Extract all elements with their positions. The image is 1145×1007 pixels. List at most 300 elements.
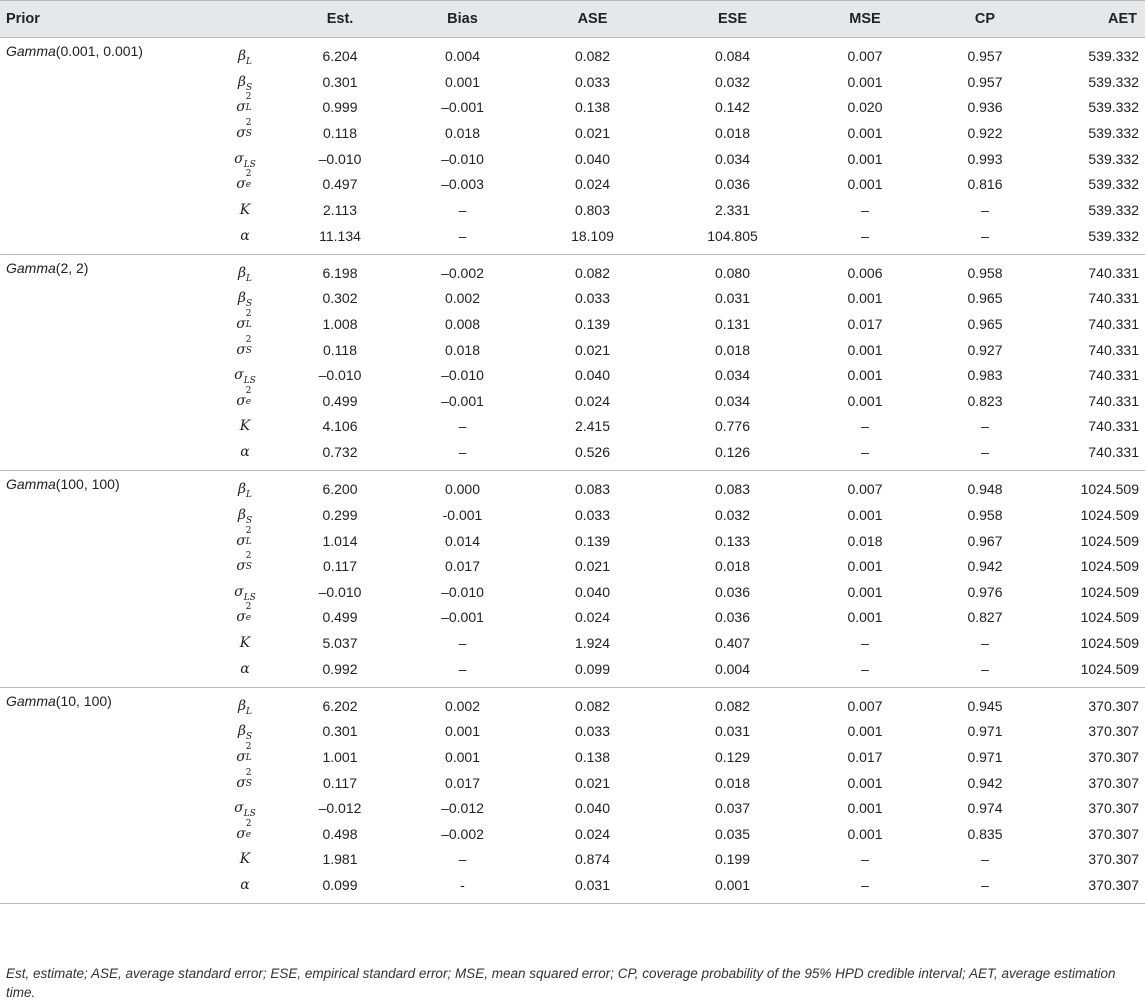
prior-cell [0,69,210,95]
cell-ese: 0.776 [714,418,751,435]
cell-mse: 0.001 [847,800,883,817]
cell-cp: 0.993 [967,150,1003,167]
cell-est: 0.497 [322,176,358,193]
table-row [0,528,1145,554]
cell-aet: 740.331 [1088,264,1139,281]
cell-cp: 0.971 [967,723,1003,740]
prior-cell [0,146,210,172]
cell-ase: 0.024 [574,825,611,842]
cell-ase: 0.040 [574,800,611,817]
cell-bias: –0.003 [441,176,484,193]
cell-mse: 0.020 [847,99,883,116]
cell-est: 0.299 [322,506,358,523]
cell-aet: 370.307 [1088,723,1139,740]
cell-mse: – [861,851,869,868]
cell-aet: 740.331 [1088,315,1139,332]
cell-ese: 0.133 [714,532,751,549]
cell-ese: 0.407 [714,634,751,651]
cell-bias: – [458,418,467,435]
table-row [0,847,1145,873]
cell-aet: 539.332 [1088,99,1139,116]
cell-mse: 0.001 [847,506,883,523]
cell-ase: 1.924 [574,634,611,651]
cell-ase: 0.082 [574,697,611,714]
cell-aet: 1024.509 [1080,481,1139,498]
cell-cp: 0.957 [967,48,1003,64]
param-symbol-beta-s: $\beta_S$ [237,73,253,93]
param-symbol-sigma-ls: $\sigma_{LS}$ [234,583,256,603]
cell-aet: 539.332 [1088,176,1139,193]
header-bias: Bias [400,1,525,38]
cell-ase: 0.139 [574,532,611,549]
table-row [0,171,1145,197]
param-symbol-sigma2-l: σ 2 L [236,92,252,116]
header-aet: AET [1045,1,1145,38]
cell-ase: 0.021 [574,774,611,791]
cell-aet: 370.307 [1088,800,1139,817]
table-row [0,362,1145,388]
param-symbol-k: K [239,634,251,651]
prior-cell [0,656,210,688]
param-symbol-beta-l: $\beta_L$ [237,697,253,717]
prior-args: (10, 100) [55,692,112,709]
param-symbol-alpha: α [210,439,280,471]
cell-cp: 0.922 [967,124,1003,141]
cell-bias: – [400,223,525,255]
cell-aet: 1024.509 [1080,583,1139,600]
cell-mse: 0.001 [847,583,883,600]
cell-aet: 1024.509 [1080,558,1139,575]
cell-ese: 0.031 [714,723,751,740]
cell-est: 2.113 [323,201,357,218]
cell-ase: 0.021 [574,558,611,575]
cell-bias: –0.001 [441,99,484,116]
cell-est: –0.010 [318,150,362,167]
table-row [0,414,1145,440]
param-symbol-sigma2-l: σ 2 L [236,308,252,332]
cell-aet: 740.331 [1045,439,1145,471]
cell-aet: 539.332 [1088,201,1139,218]
prior-cell [0,553,210,579]
cell-bias: –0.010 [441,367,484,384]
prior-cell [0,579,210,605]
cell-bias: –0.010 [441,150,484,167]
cell-est: 1.014 [322,532,358,549]
cell-est: 11.134 [280,223,400,255]
cell-ase: 0.040 [574,150,611,167]
cell-ase: 0.082 [574,264,611,281]
cell-est: 0.499 [322,392,358,409]
cell-ese: 0.036 [714,609,751,626]
param-symbol-sigma2-e: σ 2 e [236,385,252,409]
cell-ese: 0.199 [714,851,751,868]
prior-cell [0,337,210,363]
param-symbol-sigma2-s: σ 2 S [236,117,252,141]
cell-bias: 0.018 [444,341,481,358]
table-row [0,197,1145,223]
cell-mse: 0.001 [847,392,883,409]
cell-mse: 0.001 [847,825,883,842]
param-symbol-sigma-ls: $\sigma_{LS}$ [234,800,256,820]
cell-ese: 0.037 [714,800,751,817]
cell-bias: 0.001 [444,723,481,740]
cell-mse: 0.017 [847,749,883,766]
cell-mse: – [805,656,925,688]
param-symbol-beta-l: $\beta_L$ [237,481,253,500]
cell-mse: 0.001 [847,774,883,791]
cell-ese: 0.018 [714,124,751,141]
cell-ese: 0.036 [714,583,751,600]
cell-cp: 0.823 [967,392,1003,409]
cell-est: 6.202 [322,697,358,714]
cell-est: 6.198 [322,264,358,281]
cell-ese: 0.031 [714,290,751,307]
table-row [0,872,1145,904]
prior-cell [0,38,210,70]
cell-ese: 0.082 [714,697,751,714]
table-body [0,38,1145,904]
cell-est: –0.010 [318,367,362,384]
prior-cell [0,414,210,440]
cell-cp: 0.965 [967,315,1003,332]
cell-mse: 0.001 [847,367,883,384]
prior-cell [0,528,210,554]
header-ese: ESE [660,1,805,38]
param-symbol-alpha: α [210,656,280,688]
cell-ese: 0.034 [714,367,751,384]
prior-cell [0,286,210,312]
cell-bias: 0.001 [444,73,481,90]
cell-bias: – [458,634,467,651]
param-symbol-sigma2-s: σ 2 S [236,334,252,358]
cell-ase: 18.109 [525,223,660,255]
table-row [0,719,1145,745]
cell-est: 0.302 [322,290,358,307]
cell-ase: 0.139 [574,315,611,332]
param-symbol-sigma2-s: σ 2 S [236,551,252,575]
cell-ase: 0.099 [525,656,660,688]
cell-cp: 0.942 [967,774,1003,791]
header-est: Est. [280,1,400,38]
cell-est: 0.118 [323,124,357,141]
cell-ese: 0.142 [714,99,751,116]
param-symbol-beta-s: $\beta_S$ [237,506,253,526]
table-row [0,146,1145,172]
cell-ese: 2.331 [714,201,751,218]
prior-name: Gamma [6,259,56,276]
cell-mse: 0.001 [847,150,883,167]
cell-bias: 0.017 [444,558,481,575]
prior-cell [0,120,210,146]
cell-est: 0.117 [323,774,357,791]
cell-mse: 0.001 [847,723,883,740]
cell-aet: 740.331 [1088,418,1139,435]
table-row [0,286,1145,312]
cell-cp: 0.936 [967,99,1003,116]
cell-cp: 0.816 [967,176,1003,193]
table-row [0,630,1145,656]
prior-cell [0,502,210,528]
param-symbol-sigma2-e: σ 2 e [236,602,252,626]
cell-cp: – [981,418,989,435]
cell-mse: 0.001 [847,124,883,141]
table-row [0,439,1145,471]
prior-cell [0,171,210,197]
cell-ase: 0.138 [574,99,611,116]
cell-ese: 0.129 [714,749,751,766]
cell-cp: 0.927 [967,341,1003,358]
table-row [0,223,1145,255]
cell-cp: 0.983 [967,367,1003,384]
cell-cp: – [925,872,1045,904]
cell-est: 6.204 [322,48,358,64]
table-row [0,770,1145,796]
cell-ese: 0.080 [714,264,751,281]
table-row [0,579,1145,605]
cell-ese: 0.034 [714,150,751,167]
cell-mse: 0.001 [847,609,883,626]
cell-est: 0.499 [322,609,358,626]
prior-cell [0,605,210,631]
cell-bias: –0.002 [441,825,484,842]
cell-est: 4.106 [322,418,358,435]
param-symbol-beta-l: $\beta_L$ [237,48,253,67]
param-symbol-alpha: α [210,872,280,904]
table-row [0,605,1145,631]
cell-mse: 0.018 [847,532,883,549]
cell-ase: 0.033 [574,73,611,90]
cell-cp: – [925,656,1045,688]
cell-cp: 0.971 [967,749,1003,766]
header-param [210,1,280,38]
cell-bias: –0.002 [441,264,484,281]
cell-bias: –0.010 [441,583,484,600]
cell-ese: 0.001 [660,872,805,904]
cell-est: 0.099 [280,872,400,904]
cell-cp: 0.965 [967,290,1003,307]
table-row [0,795,1145,821]
cell-est: 0.732 [280,439,400,471]
prior-cell [0,95,210,121]
cell-aet: 370.307 [1088,825,1139,842]
cell-ese: 0.126 [660,439,805,471]
param-symbol-beta-s: $\beta_S$ [237,290,253,310]
header-cp: CP [925,1,1045,38]
prior-cell [0,847,210,873]
cell-ase: 0.138 [574,749,611,766]
cell-mse: – [861,201,869,218]
cell-ase: 0.033 [574,723,611,740]
cell-bias: – [400,656,525,688]
param-symbol-sigma-ls: $\sigma_{LS}$ [234,367,256,386]
cell-mse: 0.006 [847,264,883,281]
cell-mse: 0.001 [847,341,883,358]
table-row [0,471,1145,503]
cell-aet: 370.307 [1088,749,1139,766]
cell-cp: – [925,439,1045,471]
table-row [0,95,1145,121]
param-symbol-sigma2-e: σ 2 e [236,818,252,842]
cell-bias: 0.001 [444,749,481,766]
cell-aet: 1024.509 [1045,656,1145,688]
cell-aet: 740.331 [1088,290,1139,307]
header-ase: ASE [525,1,660,38]
cell-aet: 370.307 [1045,872,1145,904]
cell-mse: 0.007 [847,48,883,64]
cell-bias: 0.004 [444,48,481,64]
cell-cp: 0.835 [967,825,1003,842]
header-mse: MSE [805,1,925,38]
param-symbol-beta-l: $\beta_L$ [237,264,253,284]
prior-args: (100, 100) [55,476,120,493]
cell-est: 0.301 [322,723,358,740]
prior-cell [0,744,210,770]
cell-aet: 539.332 [1045,223,1145,255]
cell-cp: – [981,634,989,651]
param-symbol-sigma2-s: σ 2 S [236,767,252,791]
cell-cp: 0.974 [967,800,1003,817]
prior-cell [0,630,210,656]
param-symbol-sigma2-l: σ 2 L [236,525,252,549]
cell-bias: 0.008 [444,315,481,332]
cell-ase: 0.024 [574,392,611,409]
cell-ase: 0.526 [525,439,660,471]
cell-ese: 0.036 [714,176,751,193]
cell-bias: - [400,872,525,904]
cell-ese: 0.018 [714,774,751,791]
cell-ase: 0.024 [574,609,611,626]
cell-est: 0.301 [322,73,358,90]
cell-cp: – [925,223,1045,255]
prior-cell [0,254,210,286]
cell-aet: 1024.509 [1080,609,1139,626]
cell-est: 0.992 [280,656,400,688]
cell-ase: 0.083 [574,481,611,498]
cell-ese: 0.035 [714,825,751,842]
cell-aet: 1024.509 [1080,634,1139,651]
cell-cp: 0.942 [967,558,1003,575]
cell-mse: 0.001 [847,73,883,90]
table-row [0,502,1145,528]
cell-mse: – [805,439,925,471]
cell-ese: 0.032 [714,73,751,90]
header-prior: Prior [0,1,210,38]
cell-aet: 1024.509 [1080,532,1139,549]
prior-cell [0,362,210,388]
cell-aet: 370.307 [1088,774,1139,791]
cell-aet: 539.332 [1088,73,1139,90]
cell-ese: 0.004 [660,656,805,688]
cell-ase: 0.024 [574,176,611,193]
cell-ase: 0.803 [574,201,611,218]
cell-mse: 0.001 [847,290,883,307]
cell-ase: 0.021 [574,124,611,141]
cell-bias: –0.001 [441,609,484,626]
cell-ese: 0.032 [714,506,751,523]
header-row [0,1,1145,38]
cell-bias: 0.014 [444,532,481,549]
cell-ese: 104.805 [660,223,805,255]
cell-ese: 0.018 [714,558,751,575]
param-symbol-sigma2-l: σ 2 L [236,742,252,766]
cell-ese: 0.084 [714,48,751,64]
prior-name: Gamma [6,476,56,493]
cell-mse: 0.001 [847,558,883,575]
cell-bias: –0.012 [441,800,484,817]
param-symbol-k: K [239,418,251,435]
prior-cell [0,770,210,796]
cell-bias: 0.002 [444,290,481,307]
param-symbol-beta-s: $\beta_S$ [237,723,253,743]
cell-cp: 0.976 [967,583,1003,600]
cell-est: 0.117 [323,558,357,575]
cell-ase: 0.082 [574,48,611,64]
table-row [0,254,1145,286]
cell-est: 1.981 [322,851,358,868]
prior-args: (0.001, 0.001) [55,43,143,59]
cell-est: –0.012 [318,800,362,817]
cell-cp: – [981,201,989,218]
param-symbol-sigma-ls: $\sigma_{LS}$ [234,150,256,170]
param-symbol-alpha: α [210,223,280,255]
table-row [0,744,1145,770]
cell-cp: 0.958 [967,264,1003,281]
table-row [0,388,1145,414]
cell-bias: 0.018 [444,124,481,141]
param-symbol-sigma2-e: σ 2 e [236,169,252,193]
cell-cp: – [981,851,989,868]
cell-ese: 0.131 [714,315,751,332]
cell-aet: 370.307 [1088,697,1139,714]
prior-cell [0,687,210,719]
prior-cell [0,795,210,821]
cell-ase: 0.033 [574,290,611,307]
cell-aet: 740.331 [1088,367,1139,384]
prior-cell [0,223,210,255]
cell-ase: 0.874 [574,851,611,868]
cell-est: 0.118 [323,341,357,358]
cell-ase: 2.415 [574,418,611,435]
cell-mse: 0.017 [847,315,883,332]
cell-cp: 0.945 [967,697,1003,714]
cell-mse: 0.001 [847,176,883,193]
cell-ase: 0.033 [574,506,611,523]
prior-cell [0,471,210,503]
prior-name: Gamma [6,692,56,709]
table-row [0,311,1145,337]
prior-cell [0,872,210,904]
table-row [0,120,1145,146]
table-row [0,553,1145,579]
cell-cp: 0.957 [967,73,1003,90]
table-footnote: Est, estimate; ASE, average standard error; ESE, empirical standard error; MSE, mean squared error; CP, coverage probability of the 95% HPD credible interval; AET, average estimation time. [6,966,1116,1000]
cell-ese: 0.034 [714,392,751,409]
prior-cell [0,388,210,414]
prior-args: (2, 2) [55,259,89,276]
cell-bias: 0.000 [444,481,481,498]
cell-aet: 539.332 [1088,48,1139,64]
cell-bias: –0.001 [441,392,484,409]
cell-mse: – [805,872,925,904]
cell-est: 0.999 [322,99,358,116]
cell-ase: 0.040 [574,367,611,384]
table-row [0,38,1145,70]
cell-est: 1.008 [322,315,358,332]
cell-bias: -0.001 [442,506,483,523]
prior-cell [0,821,210,847]
table-row [0,69,1145,95]
cell-ase: 0.031 [525,872,660,904]
